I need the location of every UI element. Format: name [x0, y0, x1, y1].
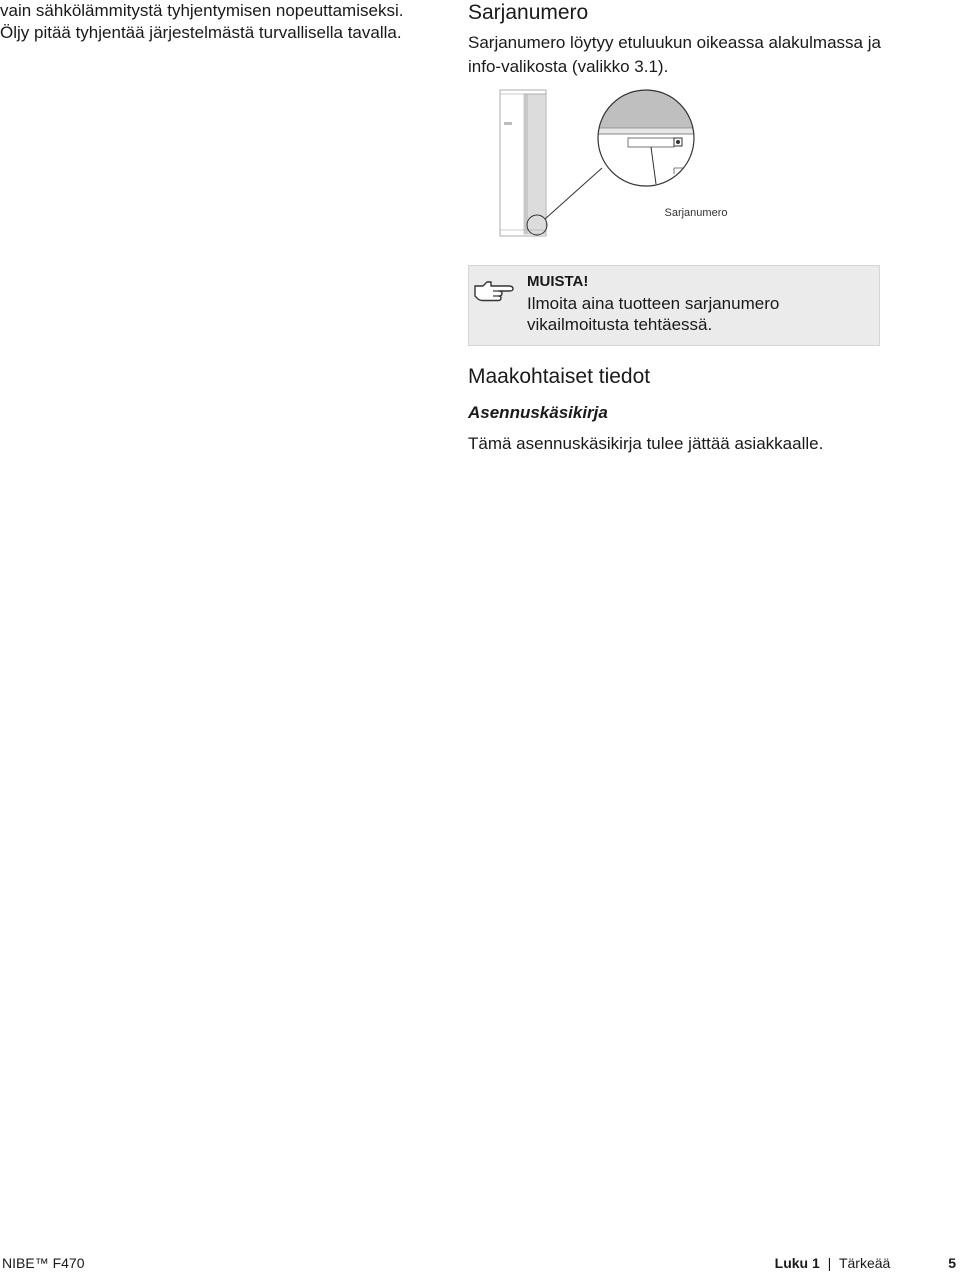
paragraph-line: Öljy pitää tyhjentää järjestelmästä turvallisella tavalla. [0, 23, 402, 42]
paragraph-line: vain sähkölämmitystä tyhjentymisen nopeuttamiseksi. [0, 1, 404, 20]
serial-number-description: Sarjanumero löytyy etuluukun oikeassa alakulmassa ja info-valikosta (valikko 3.1). [468, 33, 881, 76]
serial-number-figure [498, 88, 730, 238]
pointing-hand-icon [469, 274, 517, 304]
page-footer [0, 1254, 960, 1272]
serial-number-heading: Sarjanumero [468, 1, 589, 24]
figure-label: Sarjanumero [664, 207, 728, 219]
chapter-title: Tärkeää [838, 1255, 891, 1271]
country-info-heading: Maakohtaiset tiedot [468, 365, 651, 388]
chapter-info [775, 1254, 956, 1272]
chapter-separator: | [827, 1255, 832, 1271]
product-name: NIBE™ F470 [2, 1255, 85, 1271]
note-text: Ilmoita aina tuotteen sarjanumero vikailmoitusta tehtäessä. [527, 294, 780, 334]
left-column-text [0, 0, 420, 44]
installation-manual-subheading: Asennuskäsikirja [468, 403, 608, 422]
page-number: 5 [948, 1255, 956, 1271]
chapter-number: Luku 1 [774, 1255, 820, 1271]
installation-manual-text: Tämä asennuskäsikirja tulee jättää asiakkaalle. [468, 434, 824, 453]
reminder-note [468, 265, 880, 346]
note-title: MUISTA! [527, 273, 589, 290]
